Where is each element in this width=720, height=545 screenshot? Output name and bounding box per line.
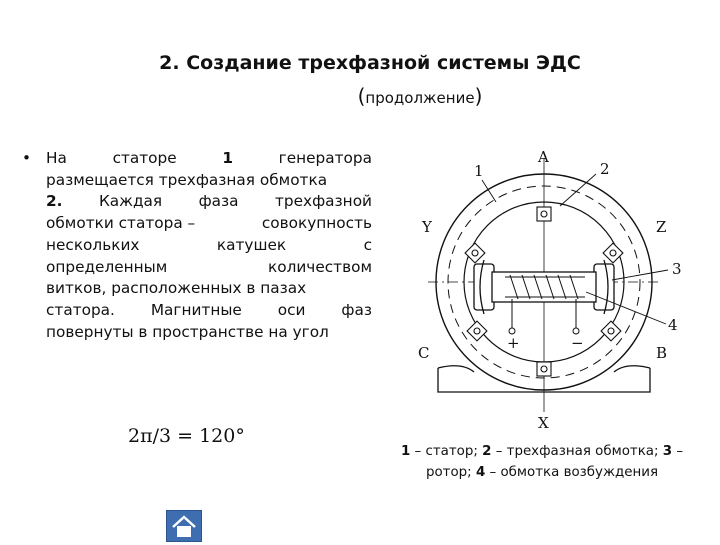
bullet-marker: • (22, 149, 32, 167)
title-main: 2. Создание трехфазной системы ЭДС (159, 52, 581, 74)
generator-diagram (400, 140, 690, 430)
bullet-line (46, 191, 372, 213)
bullet-line (46, 213, 372, 235)
label-z: Z (656, 218, 667, 236)
label-c: C (418, 344, 430, 362)
bullet-word: определенным (46, 257, 168, 276)
bullet-word: фаза (198, 192, 239, 211)
bullet-word: фаз (341, 300, 372, 319)
label-2: 2 (600, 160, 610, 178)
bullet-word: катушек (216, 235, 287, 254)
bullet-word: Каждая (98, 192, 163, 211)
bullet-word: нескольких (46, 235, 140, 254)
bullet-word: На (46, 149, 67, 167)
slide-title (0, 52, 720, 108)
bullet-word: статоре (112, 149, 177, 167)
angle-formula: 2π/3 = 120° (128, 425, 245, 447)
bullet-word: генератора (278, 149, 372, 167)
home-button[interactable] (166, 510, 202, 542)
label-3: 3 (672, 260, 682, 278)
bullet-line (46, 300, 372, 322)
bullet-paragraph (22, 148, 372, 343)
bullet-word: размещается трехфазная обмотка (46, 170, 328, 189)
bullet-word: Магнитные (150, 300, 242, 319)
label-1: 1 (474, 162, 484, 180)
bullet-word: количеством (267, 257, 372, 276)
bullet-word: статора. (46, 300, 115, 319)
label-y: Y (422, 218, 432, 236)
bullet-word: 2. (46, 192, 63, 211)
label-minus: − (571, 334, 584, 352)
bullet-line (46, 235, 372, 257)
home-icon (167, 511, 201, 541)
bullet-line (46, 257, 372, 279)
label-x: X (538, 414, 549, 430)
bullet-word: оси (277, 300, 306, 319)
bullet-line (46, 170, 372, 192)
bullet-word: 1 (222, 149, 233, 167)
label-a: A (538, 148, 549, 166)
bullet-word: совокупность (261, 214, 372, 233)
label-b: B (656, 344, 668, 362)
bullet-word: трехфазной (275, 192, 372, 211)
label-plus: + (507, 334, 520, 352)
bullet-word: с (363, 235, 372, 254)
bullet-line (46, 278, 372, 300)
title-subtitle: (продолжение) (357, 84, 483, 108)
bullet-word: обмотки статора – (46, 214, 196, 233)
slot-x (537, 362, 551, 376)
slot-a (537, 207, 551, 221)
bullet-lines (46, 148, 372, 343)
label-4: 4 (668, 316, 678, 334)
bullet-line (46, 322, 372, 344)
bullet-word: витков, расположенных в пазах (46, 279, 307, 298)
bullet-line (46, 148, 372, 170)
bullet-word: повернуты в пространстве на угол (46, 322, 329, 341)
figure-caption: 1 – статор; 2 – трехфазная обмотка; 3 – ротор; 4 – обмотка возбуждения (400, 444, 684, 480)
